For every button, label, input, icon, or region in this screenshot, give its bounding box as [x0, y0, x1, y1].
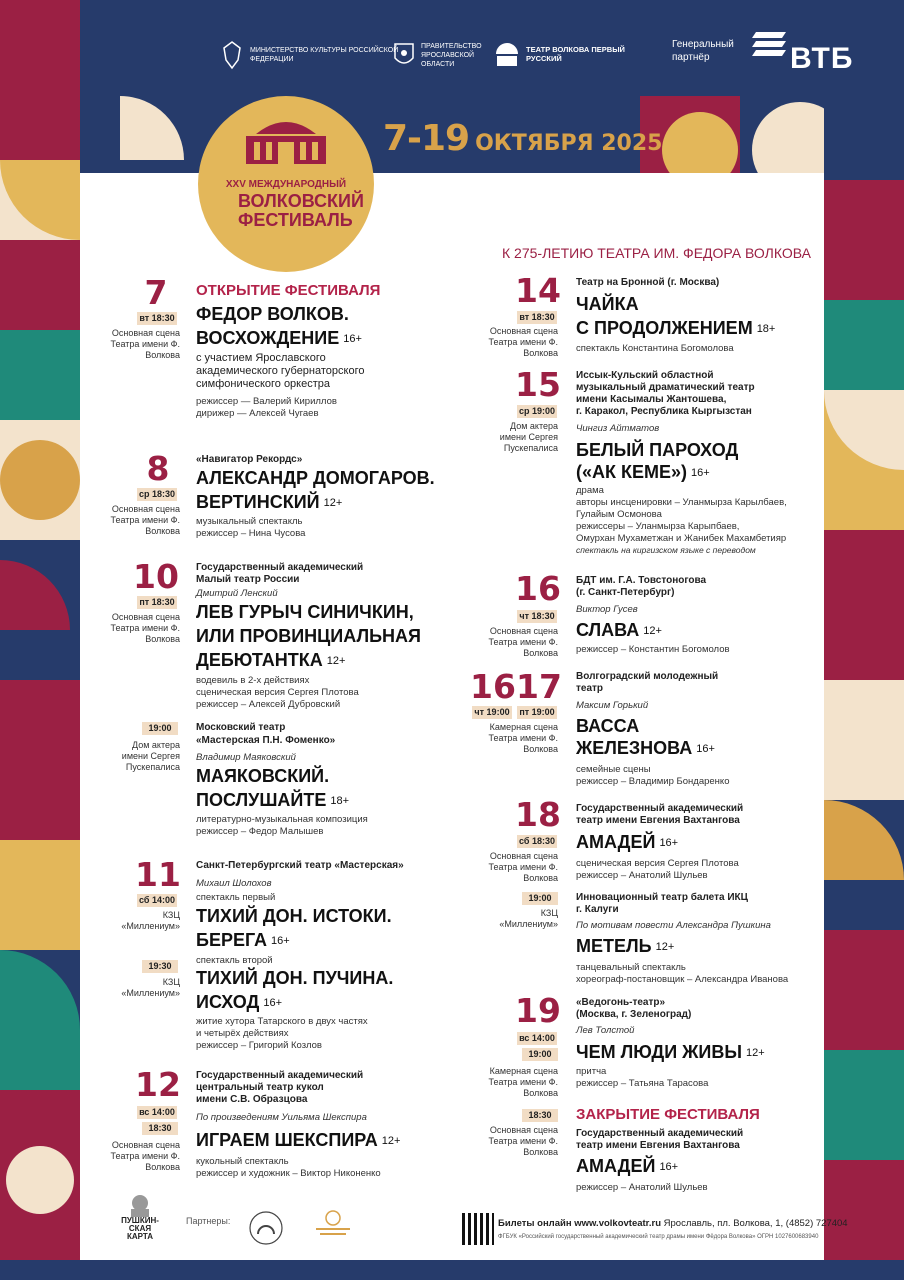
event-title: ИСХОД 16+ [196, 992, 283, 1012]
eagle-emblem-icon [220, 40, 244, 70]
event-time: вс 14:00 [137, 1106, 177, 1119]
event-credit: и четырёх действиях [196, 1028, 289, 1039]
age-rating: 12+ [745, 1047, 765, 1059]
event-credit: режиссер – Нина Чусова [196, 528, 306, 539]
age-rating: 18+ [330, 795, 350, 807]
author-name: Владимир Маяковский [196, 752, 296, 763]
event-venue: КЗЦ «Миллениум» [499, 908, 558, 929]
event-venue: Камерная сцена Театра имени Ф. Волкова [488, 722, 558, 754]
event-title: ТИХИЙ ДОН. ИСТОКИ. [196, 906, 392, 926]
event-credit: притча [576, 1066, 607, 1077]
part-label: спектакль первый [196, 892, 276, 903]
event-day: 11 [135, 855, 181, 894]
age-rating: 16+ [659, 1161, 679, 1173]
website-link[interactable]: www.volkovteatr.ru [574, 1218, 661, 1229]
author-name: Дмитрий Ленский [196, 588, 278, 599]
pushkin-card-text: ПУШКИН-СКАЯ КАРТА [121, 1216, 159, 1241]
dates-range: 7-19 [383, 118, 470, 159]
author-name: Максим Горький [576, 700, 649, 711]
pushkin-card-logo [117, 1193, 163, 1241]
event-venue: КЗЦ «Миллениум» [121, 910, 180, 931]
event-time: 19:00 [522, 1048, 558, 1061]
event-credit: режиссер – Анатолий Шульев [576, 1182, 708, 1193]
company-name: Малый театр России [196, 574, 300, 585]
event-credit: танцевальный спектакль [576, 962, 686, 973]
event-credit: режиссер – Анатолий Шульев [576, 870, 708, 881]
age-rating: 12+ [655, 941, 675, 953]
event-day: 16 [515, 569, 561, 608]
age-rating: 16+ [263, 997, 283, 1009]
event-title: ПОСЛУШАЙТЕ 18+ [196, 790, 350, 810]
company-name: Государственный академический [196, 562, 364, 573]
event-credit: Гулайым Осмонова [576, 509, 662, 520]
event-title: МЕТЕЛЬ 12+ [576, 936, 675, 956]
event-title: ИЛИ ПРОВИНЦИАЛЬНАЯ [196, 626, 421, 646]
theatre-logo [494, 40, 638, 68]
event-time: ср 18:30 [138, 489, 176, 499]
legal-text: ФГБУК «Российский государственный академический театр драмы имени Фёдора Волкова» ОГРН 1027600683940 [498, 1234, 819, 1240]
event-credit: житие хутора Татарского в двух частях [196, 1016, 368, 1027]
company-name: Московский театр [196, 722, 286, 733]
author-name: Чингиз Айтматов [576, 423, 660, 434]
festival-dates [383, 118, 662, 159]
company-name: «Навигатор Рекордс» [196, 454, 303, 465]
vtb-stripes-icon [752, 30, 788, 60]
theatre-name: ТЕАТР ВОЛКОВА ПЕРВЫЙ РУССКИЙ [526, 45, 625, 63]
event-venue: Основная сцена Театра имени Ф. Волкова [488, 851, 558, 883]
company-name: Инновационный театр балета ИКЦ [576, 892, 748, 903]
company-name: г. Каракол, Республика Кыргызстан [576, 406, 752, 417]
company-name: (г. Санкт-Петербург) [576, 587, 675, 598]
company-name: имени Касымалы Жантошева, [576, 394, 727, 405]
company-name: театр имени Евгения Вахтангова [576, 1140, 740, 1151]
event-credit: режиссер – Алексей Дубровский [196, 699, 341, 710]
author-name: Лев Толстой [576, 1025, 635, 1036]
event-title: ВЕРТИНСКИЙ 12+ [196, 492, 343, 512]
event-title: ФЕДОР ВОЛКОВ. [196, 304, 349, 324]
event-time: вс 14:00 [517, 1032, 557, 1045]
event-day: 10 [133, 557, 179, 596]
event-day: 17 [516, 667, 562, 706]
dates-month-year: ОКТЯБРЯ 2025 [475, 131, 663, 156]
event-credit: режиссер – Григорий Козлов [196, 1040, 322, 1051]
event-credit: режиссер – Татьяна Тарасова [576, 1078, 709, 1089]
company-name: Иссык-Кульский областной [576, 370, 714, 381]
company-name: БДТ им. Г.А. Товстоногова [576, 575, 707, 586]
event-credit: спектакль Константина Богомолова [576, 343, 734, 354]
event-venue: Основная сцена Театра имени Ф. Волкова [110, 1140, 180, 1172]
event-time: вт 18:30 [517, 311, 557, 324]
event-title: БЕРЕГА 16+ [196, 930, 290, 950]
event-title: ЖЕЛЕЗНОВА 16+ [576, 738, 715, 758]
event-title: ЛЕВ ГУРЫЧ СИНИЧКИН, [196, 602, 414, 622]
event-title: АЛЕКСАНДР ДОМОГАРОВ. [196, 468, 435, 488]
part-label: спектакль второй [196, 955, 273, 966]
event-venue: Камерная сцена Театра имени Ф. Волкова [488, 1066, 558, 1098]
event-note: академического губернаторского [196, 365, 365, 377]
event-time: ср 19:00 [518, 406, 556, 416]
event-credit: режиссер и художник – Виктор Никоненко [196, 1168, 381, 1179]
event-title: СЛАВА 12+ [576, 620, 662, 640]
company-name: «Мастерская П.Н. Фоменко» [196, 735, 336, 746]
company-name: Государственный академический [196, 1070, 364, 1081]
event-title: ВАССА [576, 716, 640, 736]
ministry-name: МИНИСТЕРСТВО КУЛЬТУРЫ РОССИЙСКОЙ ФЕДЕРАЦИИ [250, 47, 399, 63]
tickets-line [498, 1218, 848, 1229]
event-title: ТИХИЙ ДОН. ПУЧИНА. [196, 968, 394, 988]
company-name: Государственный академический [576, 803, 744, 814]
age-rating: 16+ [659, 837, 679, 849]
festival-emblem [198, 96, 374, 272]
event-day: 18 [515, 795, 561, 834]
event-title: ДЕБЮТАНТКА 12+ [196, 650, 346, 670]
event-venue: Основная сцена Театра имени Ф. Волкова [110, 504, 180, 536]
theatre-facade-icon [198, 96, 374, 176]
event-credit: режиссеры – Уланмырза Карыпбаев, [576, 521, 740, 532]
company-name: Государственный академический [576, 1128, 744, 1139]
event-day: 7 [144, 273, 168, 312]
event-venue: Основная сцена Театра имени Ф. Волкова [110, 328, 180, 360]
event-time: вт 18:30 [137, 312, 177, 325]
concerto-logo-icon [246, 1208, 286, 1248]
event-credit: режиссер – Владимир Бондаренко [576, 776, 730, 787]
event-credit: сценическая версия Сергея Плотова [196, 687, 359, 698]
author-name: Виктор Гусев [576, 604, 638, 615]
event-title: ИГРАЕМ ШЕКСПИРА 12+ [196, 1130, 401, 1150]
event-day: 14 [515, 271, 561, 310]
event-credit: сценическая версия Сергея Плотова [576, 858, 739, 869]
event-venue: Основная сцена Театра имени Ф. Волкова [110, 612, 180, 644]
partner-logo-icon [310, 1208, 356, 1242]
event-title: ЧЕМ ЛЮДИ ЖИВЫ 12+ [576, 1042, 765, 1062]
event-credit: спектакль на киргизском языке с переводом [576, 545, 756, 555]
event-time: 18:30 [142, 1122, 178, 1135]
opening-label: ОТКРЫТИЕ ФЕСТИВАЛЯ [196, 282, 381, 299]
event-day: 19 [515, 991, 561, 1030]
event-credit: семейные сцены [576, 764, 651, 775]
company-name: г. Калуги [576, 904, 619, 915]
anniversary-subtitle: К 275-ЛЕТИЮ ТЕАТРА ИМ. ФЕДОРА ВОЛКОВА [502, 245, 811, 261]
company-name: имени С.В. Образцова [196, 1094, 308, 1105]
event-credit: Омурхан Мухаметжан и Жанибек Махамбетияр [576, 533, 787, 544]
event-time: 19:30 [142, 960, 178, 973]
event-title: ЧАЙКА [576, 294, 639, 314]
event-venue: Основная сцена Театра имени Ф. Волкова [488, 1125, 558, 1157]
tickets-label: Билеты онлайн [498, 1218, 572, 1229]
author-name: Михаил Шолохов [196, 878, 272, 889]
event-credit: режиссер – Федор Малышев [196, 826, 324, 837]
event-credit: режиссер – Константин Богомолов [576, 644, 730, 655]
event-time: пт 18:30 [137, 596, 177, 609]
event-venue: Основная сцена Театра имени Ф. Волкова [488, 626, 558, 658]
age-rating: 16+ [691, 467, 710, 479]
event-title: МАЯКОВСКИЙ. [196, 766, 330, 786]
event-time: сб 14:00 [137, 894, 177, 907]
event-credit: авторы инсценировки – Уланмырза Карылбаев, [576, 497, 787, 508]
theatre-building-icon [494, 40, 520, 68]
event-credit: кукольный спектакль [196, 1156, 289, 1167]
event-note: с участием Ярославского [196, 352, 326, 364]
company-name: театр [576, 683, 604, 694]
event-time: 19:00 [522, 892, 558, 905]
pushkin-portrait-icon [117, 1193, 163, 1217]
event-title: С ПРОДОЛЖЕНИЕМ 18+ [576, 318, 776, 338]
author-name: По произведениям Уильяма Шекспира [196, 1112, 367, 1123]
event-day: 12 [135, 1065, 181, 1104]
theatre-address: Ярославль, пл. Волкова, 1, (4852) 727404 [663, 1218, 848, 1229]
event-credit: водевиль в 2-х действиях [196, 675, 310, 686]
company-name: центральный театр кукол [196, 1082, 324, 1093]
age-rating: 16+ [343, 333, 362, 345]
author-name: По мотивам повести Александра Пушкина [576, 920, 771, 931]
government-name: ПРАВИТЕЛЬСТВО ЯРОСЛАВСКОЙ ОБЛАСТИ [421, 42, 482, 68]
event-credit: литературно-музыкальная композиция [196, 814, 368, 825]
closing-label: ЗАКРЫТИЕ ФЕСТИВАЛЯ [576, 1106, 760, 1123]
event-credit: дирижер — Алексей Чугаев [196, 408, 319, 419]
event-time: пт 19:00 [517, 706, 557, 719]
coat-of-arms-icon [393, 40, 415, 70]
festival-edition: XXV МЕЖДУНАРОДНЫЙ [225, 179, 347, 190]
company-name: Санкт-Петербургский театр «Мастерская» [196, 860, 404, 871]
event-title: АМАДЕЙ 16+ [576, 832, 679, 852]
event-time: чт 19:00 [472, 706, 512, 719]
company-name: театр имени Евгения Вахтангова [576, 815, 740, 826]
event-time: сб 18:30 [517, 835, 557, 848]
event-day: 16 [470, 667, 516, 706]
event-time: 18:30 [522, 1109, 558, 1122]
company-name: «Ведогонь-театр» [576, 997, 666, 1008]
event-title: («АК КЕМЕ») 16+ [576, 462, 710, 482]
event-note: симфонического оркестра [196, 378, 331, 390]
age-rating: 16+ [696, 743, 715, 755]
event-title: ВОСХОЖДЕНИЕ 16+ [196, 328, 362, 348]
qr-code[interactable] [462, 1213, 494, 1245]
partners-label: Партнеры: [186, 1216, 231, 1226]
age-rating: 16+ [271, 935, 290, 947]
ministry-logo [220, 40, 400, 70]
age-rating: 18+ [756, 323, 776, 335]
age-rating: 12+ [326, 655, 346, 667]
event-credit: драма [576, 485, 604, 496]
age-rating: 12+ [381, 1135, 401, 1147]
company-name: музыкальный драматический театр [576, 382, 755, 393]
event-credit: музыкальный спектакль [196, 516, 303, 527]
company-name: (Москва, г. Зеленоград) [576, 1009, 692, 1020]
festival-name: ВОЛКОВСКИЙ ФЕСТИВАЛЬ [238, 191, 364, 230]
company-name: Волгоградский молодежный [576, 671, 719, 682]
event-credit: режиссер — Валерий Кириллов [196, 396, 337, 407]
event-day: 8 [146, 449, 170, 488]
vtb-logo [752, 30, 854, 75]
age-rating: 12+ [643, 625, 662, 637]
event-title: БЕЛЫЙ ПАРОХОД [576, 440, 739, 460]
event-venue: КЗЦ «Миллениум» [121, 977, 180, 998]
company-name: Театр на Бронной (г. Москва) [576, 277, 720, 288]
partner-name: ВТБ [790, 42, 854, 75]
event-venue: Дом актера имени Сергея Пускепалиса [121, 740, 180, 772]
event-credit: хореограф-постановщик – Александра Иванова [576, 974, 789, 985]
age-rating: 12+ [323, 497, 343, 509]
event-time: чт 18:30 [517, 610, 557, 623]
event-venue: Основная сцена Театра имени Ф. Волкова [488, 326, 558, 358]
event-title: АМАДЕЙ 16+ [576, 1156, 679, 1176]
event-time: 19:00 [142, 722, 178, 735]
event-day: 15 [515, 365, 561, 404]
event-venue: Дом актера имени Сергея Пускепалиса [499, 421, 558, 453]
partner-label: Генеральный партнёр [672, 39, 734, 63]
government-logo [393, 40, 485, 70]
